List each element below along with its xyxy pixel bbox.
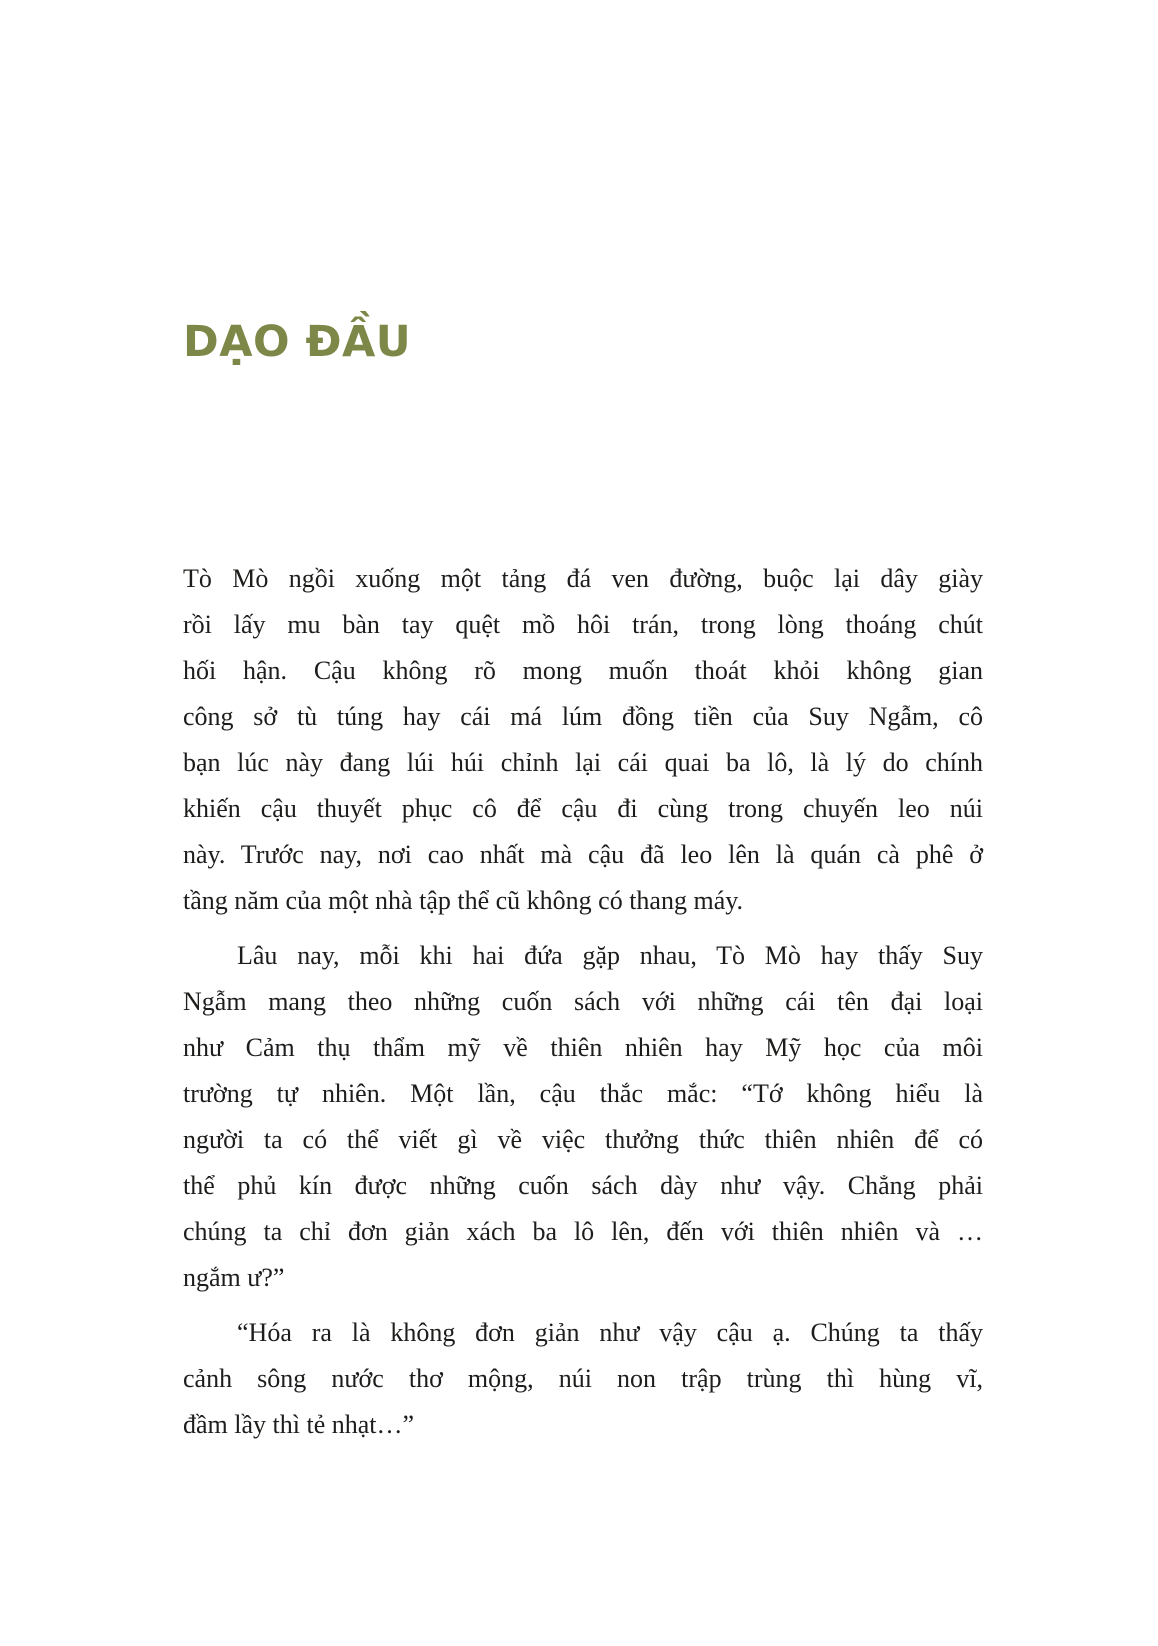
text-line: Lâu nay, mỗi khi hai đứa gặp nhau, Tò Mò hay thấy Suy	[237, 941, 983, 970]
text-line: bạn lúc này đang lúi húi chỉnh lại cái quai ba lô, là lý do chính	[183, 748, 983, 777]
text-line: khiến cậu thuyết phục cô để cậu đi cùng trong chuyến leo núi	[183, 794, 983, 823]
text-line: công sở tù túng hay cái má lúm đồng tiền của Suy Ngẫm, cô	[183, 702, 983, 731]
text-line: người ta có thể viết gì về việc thưởng thức thiên nhiên để có	[183, 1125, 983, 1154]
body-text	[183, 556, 983, 1448]
text-line: hối hận. Cậu không rõ mong muốn thoát khỏi không gian	[183, 656, 983, 685]
text-line: trường tự nhiên. Một lần, cậu thắc mắc: “Tớ không hiểu là	[183, 1079, 983, 1108]
text-line: Tò Mò ngồi xuống một tảng đá ven đường, buộc lại dây giày	[183, 564, 983, 593]
text-line: chúng ta chỉ đơn giản xách ba lô lên, đến với thiên nhiên và …	[183, 1217, 983, 1246]
text-line: này. Trước nay, nơi cao nhất mà cậu đã leo lên là quán cà phê ở	[183, 840, 983, 869]
text-line: cảnh sông nước thơ mộng, núi non trập trùng thì hùng vĩ,	[183, 1364, 983, 1393]
text-line: đầm lầy thì tẻ nhạt…”	[183, 1410, 415, 1439]
text-line: tầng năm của một nhà tập thể cũ không có thang máy.	[183, 886, 744, 915]
text-line: “Hóa ra là không đơn giản như vậy cậu ạ. Chúng ta thấy	[237, 1318, 983, 1347]
text-line: Ngẫm mang theo những cuốn sách với những cái tên đại loại	[183, 987, 983, 1016]
paragraph-3	[183, 1310, 983, 1448]
paragraph-2	[183, 933, 983, 1301]
paragraph-1	[183, 556, 983, 924]
text-line: rồi lấy mu bàn tay quệt mồ hôi trán, trong lòng thoáng chút	[183, 610, 983, 639]
text-line: ngắm ư?”	[183, 1263, 285, 1292]
text-line: thể phủ kín được những cuốn sách dày như vậy. Chẳng phải	[183, 1171, 983, 1200]
chapter-title: DẠO ĐẦU	[183, 317, 412, 367]
text-line: như Cảm thụ thẩm mỹ về thiên nhiên hay Mỹ học của môi	[183, 1033, 983, 1062]
